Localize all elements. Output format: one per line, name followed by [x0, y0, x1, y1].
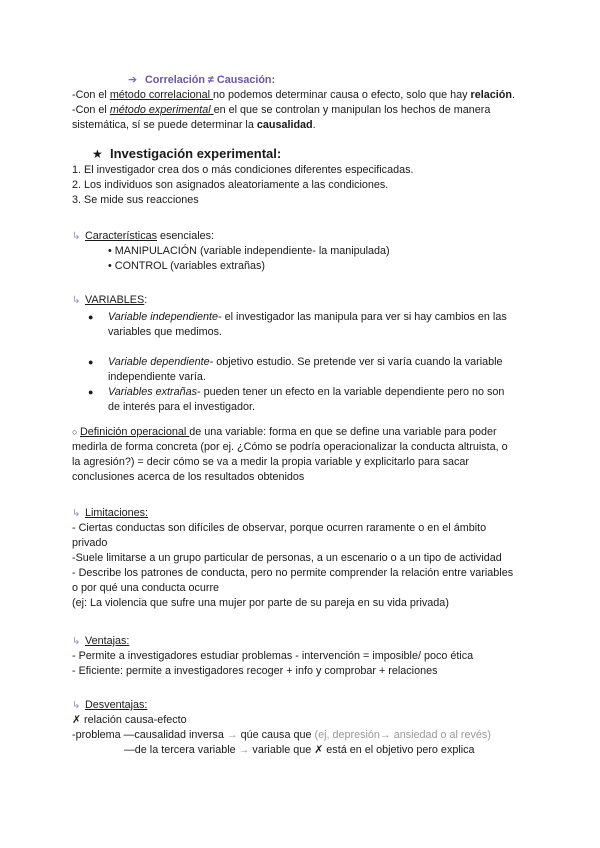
- hook-arrow-icon: ↳: [72, 508, 81, 519]
- text: (ej: La violencia que sufre una mujer por parte de su pareja en su vida privada): [72, 597, 449, 609]
- advantages-heading: [72, 634, 542, 649]
- experimental-method-term: método experimental: [109, 104, 214, 116]
- text: - Permite a investigadores estudiar problemas - intervención = imposible/ poco ética: [72, 650, 474, 662]
- circle-bullet-icon: ○: [72, 427, 78, 437]
- text: la agresión?) = decir cómo se va a medir la propia variable y explicitarlo para sacar: [72, 456, 469, 468]
- bullet-icon: ●: [88, 387, 94, 397]
- relation-term: relación: [470, 89, 512, 101]
- disadvantages-section: [72, 698, 542, 758]
- correlation-section: [72, 73, 542, 133]
- text: esenciales:: [157, 230, 215, 242]
- characteristics-title: Características: [85, 230, 157, 242]
- right-arrow-icon: ➔: [128, 74, 138, 86]
- list-item: 1. El investigador crea dos o más condiciones diferentes especificadas.: [72, 164, 414, 176]
- text: conclusiones acerca de los resultados obtenidos: [72, 471, 305, 483]
- advantages-title: Ventajas:: [85, 635, 130, 647]
- limitations-section: [72, 506, 542, 611]
- disadvantages-title: Desventajas:: [85, 699, 148, 711]
- hook-arrow-icon: ↳: [72, 295, 81, 306]
- text: variables que medimos.: [108, 326, 223, 338]
- list-item: 3. Se mide sus reacciones: [72, 194, 199, 206]
- experimental-heading: [72, 146, 542, 163]
- limitations-title: Limitaciones:: [85, 507, 149, 519]
- list-item: • CONTROL (variables extrañas): [108, 260, 265, 272]
- variable-term: Variables extrañas: [108, 386, 198, 398]
- text: sistemática, sí se puede determinar la: [72, 119, 257, 131]
- bullet-icon: ●: [88, 312, 94, 322]
- hook-arrow-icon: ↳: [72, 700, 81, 711]
- advantages-section: [72, 634, 542, 679]
- text: independiente varía.: [108, 371, 206, 383]
- correlation-heading: [72, 73, 542, 88]
- text: - Ciertas conductas son difíciles de observar, porque ocurren raramente o en el ámbito: [72, 522, 487, 534]
- correlation-line-1: [72, 88, 542, 103]
- disadvantages-heading: [72, 698, 542, 713]
- variable-extraneous: [72, 385, 542, 400]
- text: —de la tercera variable: [124, 744, 239, 756]
- bullet-icon: ●: [88, 357, 94, 367]
- reverse-causality-line: [72, 728, 542, 743]
- text: de interés para el investigador.: [108, 401, 256, 413]
- text: qúe causa que: [237, 729, 315, 741]
- variables-heading: [72, 293, 542, 308]
- text: privado: [72, 537, 108, 549]
- hook-arrow-icon: ↳: [72, 231, 81, 242]
- text: .: [511, 89, 515, 101]
- characteristics-section: [72, 229, 542, 274]
- third-variable-line: [72, 743, 542, 758]
- text: .: [312, 119, 316, 131]
- hook-arrow-icon: ↳: [72, 636, 81, 647]
- text: - objetivo estudio. Se pretende ver si varía cuando la variable: [209, 356, 503, 368]
- text: -problema —causalidad inversa: [72, 729, 227, 741]
- star-icon: ★: [92, 147, 103, 161]
- text: - el investigador las manipula para ver si hay cambios en las: [218, 311, 507, 323]
- variable-independent: [72, 310, 542, 325]
- characteristics-heading: [72, 229, 542, 244]
- text: no podemos determinar causa o efecto, solo que hay: [213, 89, 471, 101]
- text: - pueden tener un efecto en la variable dependiente pero no son: [197, 386, 505, 398]
- experimental-title: Investigación experimental:: [110, 146, 282, 161]
- causality-term: causalidad: [256, 119, 313, 131]
- right-arrow-icon: →: [226, 729, 238, 741]
- text: o por qué una conducta ocurre: [72, 582, 220, 594]
- text: -Suele limitarse a un grupo particular de personas, a un escenario o a un tipo de actividad: [72, 552, 502, 564]
- variable-term: Variable dependiente: [108, 356, 210, 368]
- text: :: [144, 294, 148, 306]
- text: medirla de forma concreta (por ej. ¿Cómo se podría operacionalizar la conducta altruista, o: [72, 441, 508, 453]
- operational-definition-section: [72, 425, 542, 485]
- variable-term: Variable independiente: [108, 311, 219, 323]
- right-arrow-icon: →: [238, 744, 250, 756]
- text: variable que ✗ está en el objetivo pero explica: [249, 744, 475, 756]
- variables-title: VARIABLES: [85, 294, 145, 306]
- correlation-line-2: [72, 103, 542, 118]
- correlation-line-3: [72, 118, 542, 133]
- definition-line-1: [72, 425, 542, 440]
- example-note: (ej, depresión→ ansiedad o al revés): [314, 729, 491, 741]
- variable-dependent: [72, 355, 542, 370]
- text: - Eficiente: permite a investigadores recoger + info y comprobar + relaciones: [72, 665, 438, 677]
- list-item: 2. Los individuos son asignados aleatoriamente a las condiciones.: [72, 179, 389, 191]
- text: en el que se controlan y manipulan los hechos de manera: [213, 104, 491, 116]
- definition-title: Definición operacional: [80, 426, 190, 438]
- experimental-research-section: [72, 146, 542, 208]
- text: -Con el: [72, 89, 110, 101]
- limitations-heading: [72, 506, 542, 521]
- text: de una variable: forma en que se define una variable para poder: [189, 426, 497, 438]
- correlational-method-term: método correlacional: [109, 89, 214, 101]
- text: -Con el: [72, 104, 110, 116]
- correlation-title: Correlación ≠ Causación:: [145, 74, 276, 86]
- text: - Describe los patrones de conducta, pero no permite comprender la relación entre variables: [72, 567, 514, 579]
- list-item: • MANIPULACIÓN (variable independiente- la manipulada): [108, 245, 390, 257]
- variables-section: [72, 293, 542, 415]
- text: ✗ relación causa-efecto: [72, 714, 187, 726]
